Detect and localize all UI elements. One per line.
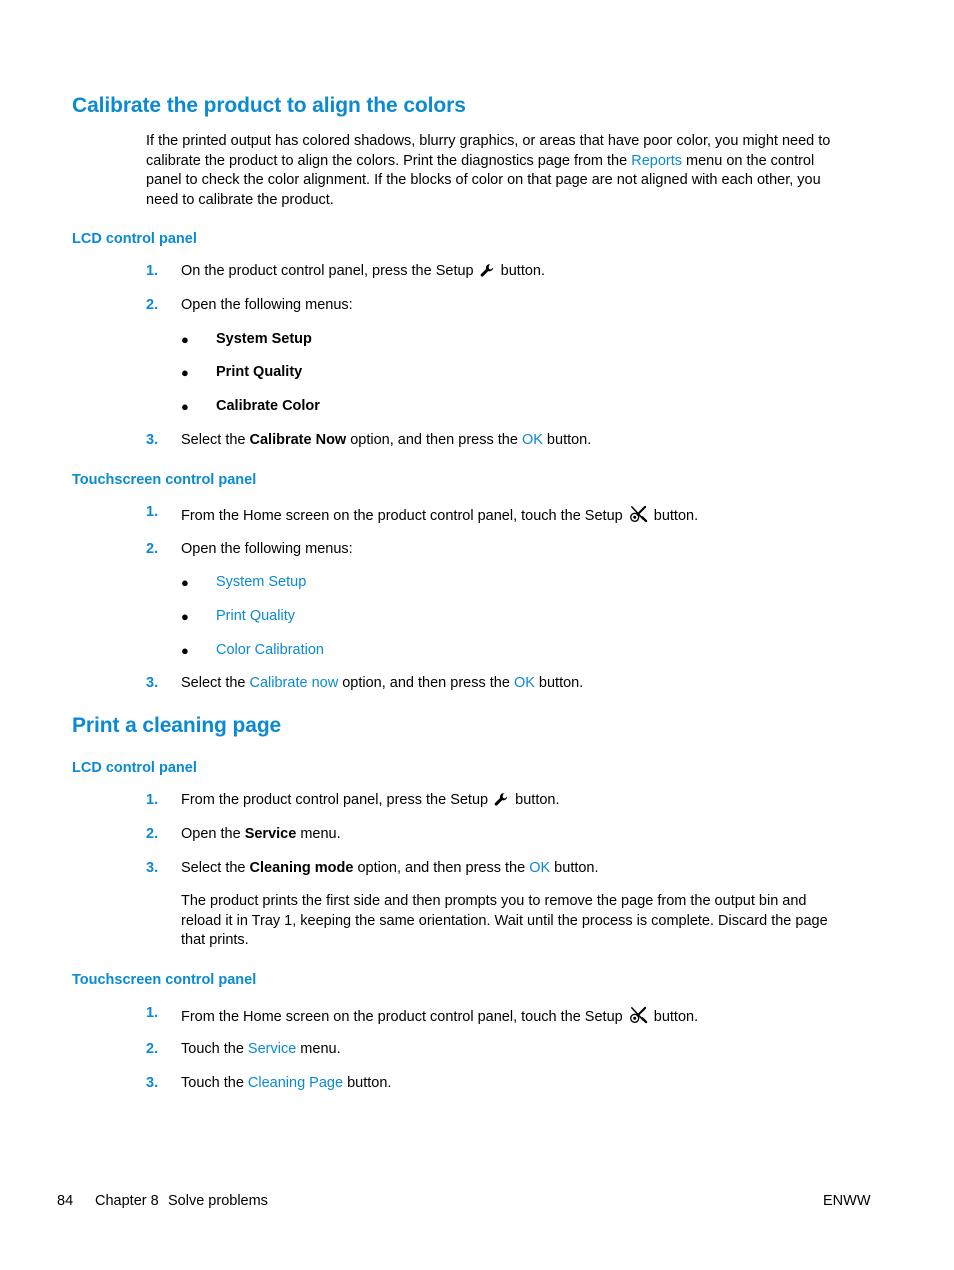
step-number: 1. [146, 792, 159, 808]
menu-calibrate-color: Calibrate Color [216, 398, 320, 414]
menu-link-system-setup[interactable]: System Setup [216, 574, 307, 590]
step-number: 2. [146, 1041, 159, 1057]
ok-link[interactable]: OK [521, 432, 543, 448]
touch-step-1-text: From the Home screen on the product control panel, touch the Setup button. [181, 504, 698, 527]
page-number: 84 [57, 1193, 74, 1209]
step-number: 3. [146, 675, 159, 691]
intro-paragraph [146, 132, 866, 210]
step-number: 3. [146, 432, 159, 448]
lcd-heading-2: LCD control panel [72, 760, 197, 776]
intro-line-2a: calibrate the product to align the colors. Print the diagnostics page from the [146, 152, 632, 169]
cleaning-page-link[interactable]: Cleaning Page [247, 1075, 344, 1091]
cleaning-touch-step-3-text: Touch the Cleaning Page button. [181, 1075, 392, 1091]
setup-tools-icon [629, 504, 648, 527]
section-title-calibrate: Calibrate the product to align the colors [72, 94, 466, 117]
step-number: 1. [146, 504, 159, 520]
footer-code: ENWW [823, 1193, 871, 1209]
bullet-dot: ● [181, 575, 189, 590]
intro-line-2b: menu on the control [682, 152, 815, 169]
intro-line-3: panel to check the color alignment. If the blocks of color on that page are not aligned with each other, you [146, 172, 821, 188]
step-number: 2. [146, 826, 159, 842]
menu-link-print-quality[interactable]: Print Quality [216, 608, 295, 624]
cleaning-touch-step-1-text: From the Home screen on the product control panel, touch the Setup button. [181, 1005, 698, 1028]
lcd-step-3-text: Select the Calibrate Now option, and then press the OK button. [181, 432, 592, 448]
touchscreen-heading-1: Touchscreen control panel [72, 472, 257, 488]
ok-link[interactable]: OK [529, 860, 551, 876]
section-title-cleaning: Print a cleaning page [72, 714, 282, 737]
menu-print-quality: Print Quality [216, 364, 303, 380]
ok-link[interactable]: OK [513, 675, 535, 691]
wrench-icon [494, 792, 509, 811]
setup-tools-icon [629, 1005, 648, 1028]
footer-chapter-title: Solve problems [168, 1193, 268, 1209]
cleaning-lcd-step-3-text: Select the Cleaning mode option, and then press the OK button. [181, 860, 599, 876]
lcd-step-2-text: Open the following menus: [181, 297, 353, 313]
menu-system-setup: System Setup [216, 331, 312, 347]
reports-link[interactable]: Reports [631, 152, 683, 169]
wrench-icon [480, 263, 495, 282]
menu-link-color-calibration[interactable]: Color Calibration [216, 642, 324, 658]
cleaning-touch-step-2-text: Touch the Service menu. [181, 1041, 341, 1057]
step-number: 3. [146, 860, 159, 876]
bullet-dot: ● [181, 643, 189, 658]
lcd-step-1-text: On the product control panel, press the Setup button. [181, 263, 545, 282]
cleaning-lcd-step-2-text: Open the Service menu. [181, 826, 341, 842]
touch-step-2-text: Open the following menus: [181, 541, 353, 557]
lcd-heading-1: LCD control panel [72, 231, 197, 247]
cleaning-lcd-step-1-text: From the product control panel, press the Setup button. [181, 792, 560, 811]
intro-line-1: If the printed output has colored shadows, blurry graphics, or areas that have poor color, you might need to [146, 133, 831, 149]
cleaning-note-paragraph: The product prints the first side and then prompts you to remove the page from the output bin and reload it in Tray 1, keeping the same orientation. Wait until the process is complete. Discard the page that prints. [181, 893, 828, 948]
calibrate-now-link[interactable]: Calibrate now [249, 675, 339, 691]
touch-step-3-text: Select the Calibrate now option, and then press the OK button. [181, 675, 584, 691]
service-link[interactable]: Service [247, 1041, 297, 1057]
intro-line-4: need to calibrate the product. [146, 191, 334, 208]
step-number: 1. [146, 1005, 159, 1021]
bullet-dot: ● [181, 399, 189, 414]
step-number: 3. [146, 1075, 159, 1091]
bullet-dot: ● [181, 332, 189, 347]
footer-chapter: Chapter 8 [95, 1193, 159, 1209]
touchscreen-heading-2: Touchscreen control panel [72, 972, 257, 988]
bullet-dot: ● [181, 365, 189, 380]
step-number: 2. [146, 297, 159, 313]
step-number: 2. [146, 541, 159, 557]
step-number: 1. [146, 263, 159, 279]
bullet-dot: ● [181, 609, 189, 624]
